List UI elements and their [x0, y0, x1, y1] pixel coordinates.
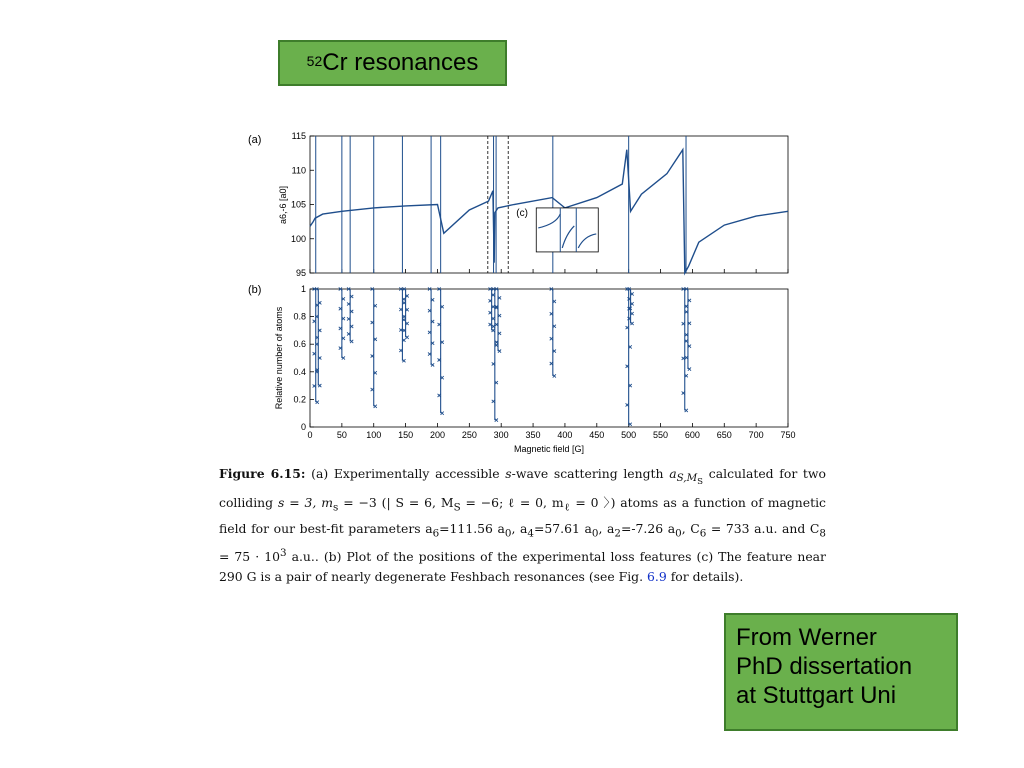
- caption-seg-1: s: [505, 466, 512, 481]
- caption-seg-10: S: [453, 501, 461, 514]
- inset-c-label: (c): [516, 207, 528, 219]
- caption-seg-26: 6: [699, 527, 707, 540]
- caption-seg-0: (a) Experimentally accessible: [311, 466, 500, 481]
- caption-seg-4: S,M: [676, 472, 698, 485]
- panel-b-ytick-label: 0.2: [293, 394, 306, 405]
- panel-b-xtick-label: 300: [493, 430, 509, 440]
- panel-a-ylabel: a6,-6 [a0]: [278, 185, 288, 225]
- caption-seg-13: = 0 〉) atoms as a function of magnetic field for our best-fit parameters a: [219, 495, 826, 536]
- panel-b-xlabel: Magnetic field [G]: [513, 444, 585, 454]
- resonance-chart: [240, 125, 800, 455]
- panel-b-xtick-label: 150: [398, 430, 414, 440]
- caption-seg-18: 4: [527, 527, 534, 540]
- loss-data-point: [688, 367, 691, 370]
- caption-seg-29: = 75 · 10: [219, 548, 280, 564]
- caption-seg-16: 0: [504, 527, 512, 540]
- panel-a-frame: [310, 136, 788, 273]
- caption-seg-12: ℓ: [563, 501, 571, 514]
- panel-b-xtick-label: 400: [557, 430, 573, 440]
- caption-seg-7: s = 3, m: [278, 495, 333, 511]
- caption-seg-17: , a: [511, 520, 528, 536]
- panel-b-ytick-label: 0: [300, 422, 306, 432]
- isotope-mass-number: 52: [306, 53, 323, 69]
- figure-6-15: [240, 125, 800, 455]
- panel-b-xtick-label: 350: [525, 430, 541, 440]
- panel-b-ytick-label: 0.8: [293, 311, 306, 322]
- credit-line-1: From Werner: [736, 624, 877, 651]
- panel-b-xtick-label: 450: [589, 430, 605, 440]
- caption-seg-5: S: [697, 477, 704, 488]
- caption-seg-30: 3: [279, 546, 287, 559]
- panel-b-ylabel: Relative number of atoms: [274, 306, 284, 410]
- panel-b-ytick-label: 0.4: [293, 366, 306, 377]
- caption-seg-3: a: [669, 466, 677, 481]
- caption-seg-6: calculated for two colliding: [219, 466, 826, 511]
- panel-a-ytick-label: 115: [291, 131, 306, 141]
- panel-b-ytick-label: 0.6: [293, 339, 306, 350]
- panel-b-xtick-label: 250: [461, 430, 477, 440]
- figure-reference-link[interactable]: 6.9: [647, 568, 667, 584]
- panel-b-xtick-label: 600: [684, 430, 700, 440]
- panel-b-xtick-label: 0: [307, 430, 313, 440]
- caption-seg-28: 8: [819, 527, 826, 540]
- caption-seg-24: 0: [675, 527, 682, 540]
- panel-b-xtick-label: 750: [780, 430, 796, 440]
- caption-seg-21: , a: [598, 520, 615, 536]
- panel-a-ytick-label: 95: [295, 268, 306, 278]
- panel-b-xtick-label: 550: [653, 430, 669, 440]
- caption-seg-15: =111.56 a: [439, 520, 505, 536]
- slide-title: [278, 40, 507, 86]
- caption-seg-23: =-7.26 a: [620, 520, 676, 536]
- caption-seg-9: = −3 (| S = 6, M: [343, 495, 454, 511]
- panel-a-label: (a): [248, 134, 262, 146]
- source-credit-box: [724, 613, 958, 731]
- caption-seg-2: -wave scattering length: [511, 466, 664, 481]
- panel-b-xtick-label: 100: [366, 430, 382, 440]
- caption-seg-31: a.u.. (b) Plot of the positions of the experimental loss features (c) The feature near 290 G is a pair of nearly degenerate Feshbach resonances (see Fig.: [219, 548, 826, 584]
- caption-seg-25: , C: [681, 520, 700, 536]
- caption-seg-22: 2: [614, 527, 621, 540]
- panel-a-ytick-label: 105: [290, 199, 306, 210]
- panel-b-label: (b): [248, 284, 262, 296]
- panel-b-xtick-label: 200: [429, 430, 445, 440]
- caption-label: Figure 6.15:: [219, 466, 306, 481]
- slide-title-text: Cr resonances: [322, 49, 479, 76]
- caption-seg-33: for details).: [670, 568, 744, 584]
- inset-c-frame: [536, 208, 598, 252]
- panel-b-xtick-label: 500: [621, 430, 637, 440]
- panel-b-xtick-label: 700: [748, 430, 764, 440]
- caption-seg-14: 6: [432, 527, 440, 540]
- credit-line-3: at Stuttgart Uni: [736, 682, 897, 709]
- credit-line-2: PhD dissertation: [736, 653, 913, 680]
- panel-b-xtick-label: 650: [716, 430, 732, 440]
- panel-b-xtick-label: 50: [336, 430, 347, 440]
- caption-seg-11: = −6; ℓ = 0, m: [465, 495, 564, 511]
- caption-seg-19: =57.61 a: [534, 520, 592, 536]
- figure-caption: [219, 464, 826, 587]
- caption-seg-8: s: [332, 501, 339, 514]
- panel-a-ytick-label: 100: [290, 233, 306, 244]
- panel-a-ytick-label: 110: [291, 165, 306, 176]
- caption-seg-27: = 733 a.u. and C: [710, 520, 820, 536]
- panel-b-frame: [310, 289, 788, 427]
- panel-b-ytick-label: 1: [300, 284, 306, 294]
- caption-seg-20: 0: [591, 527, 599, 540]
- loss-data-point: [402, 359, 405, 362]
